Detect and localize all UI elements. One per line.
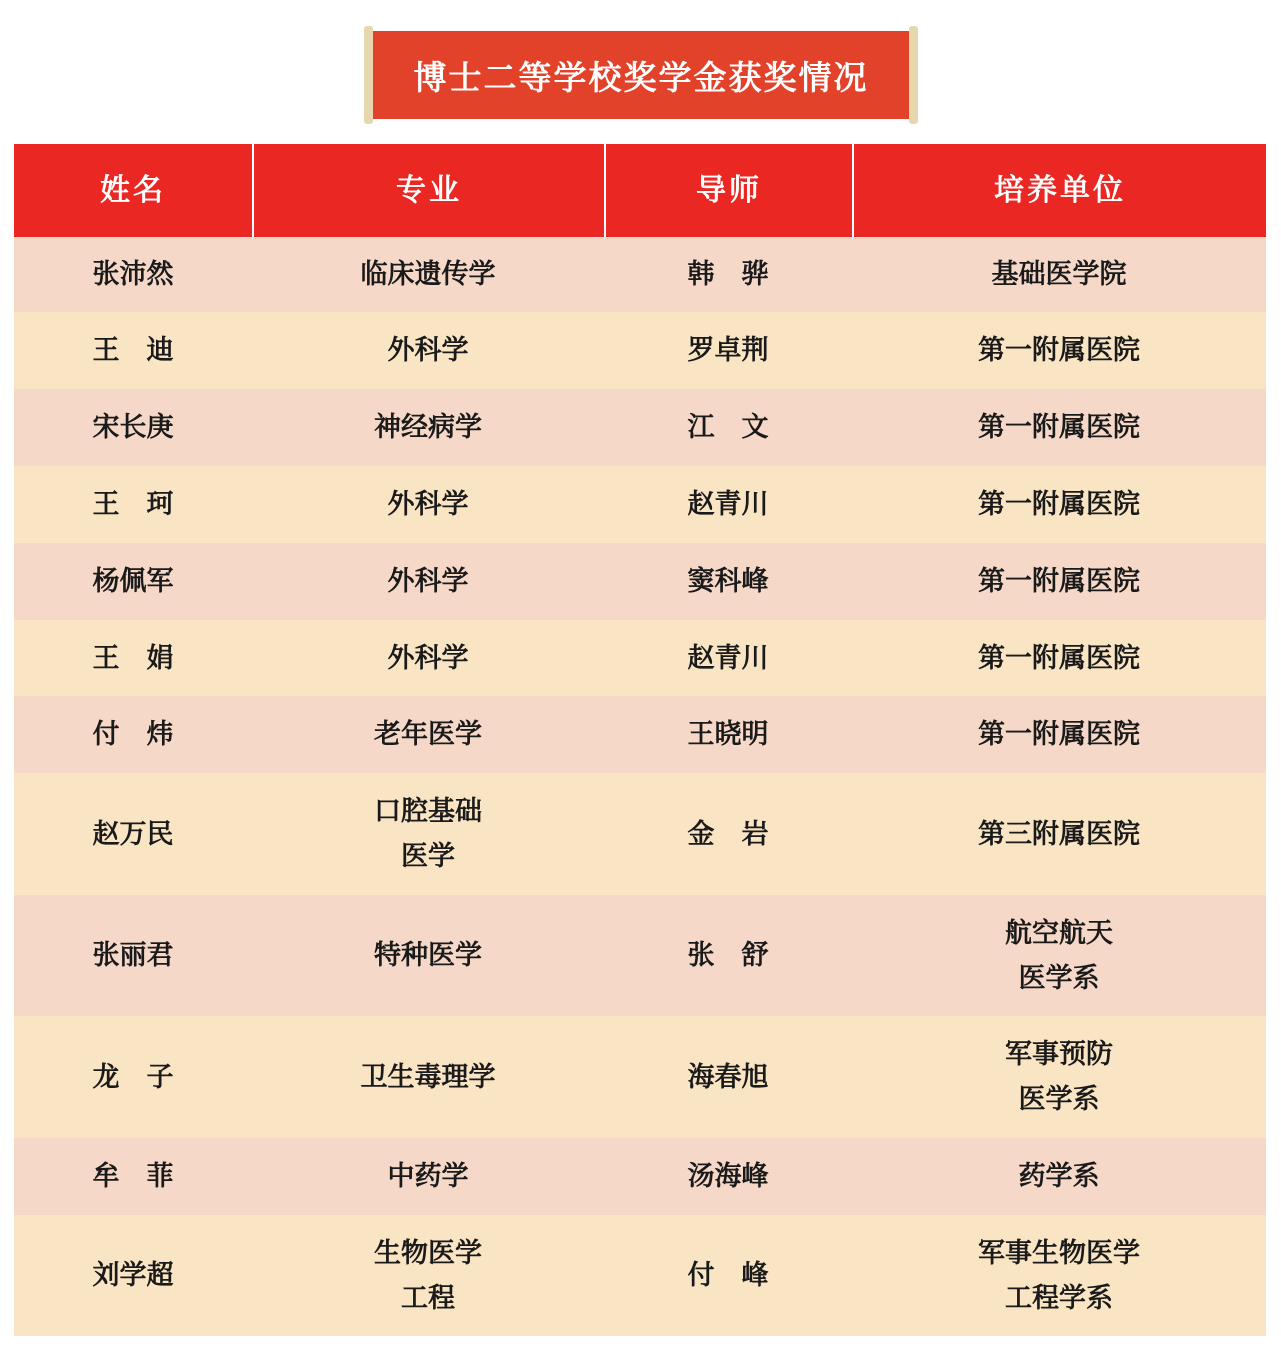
cell-name: 王 娟	[92, 642, 174, 674]
cell-name: 付 炜	[92, 719, 174, 750]
table-row	[14, 543, 1266, 620]
cell-major: 卫生毒理学	[360, 1061, 496, 1093]
table-row	[14, 389, 1266, 466]
cell-unit: 基础医学院	[991, 259, 1127, 290]
table-row	[14, 773, 1266, 895]
cell-advisor: 江 文	[687, 412, 769, 443]
cell-name: 王 珂	[92, 489, 174, 520]
column-header-advisor: 导师	[604, 144, 852, 237]
scholarship-table	[14, 144, 1266, 1336]
cell-major: 口腔基础医学	[373, 796, 482, 872]
cell-name: 赵万民	[92, 818, 174, 850]
cell-major: 外科学	[387, 335, 469, 366]
page-title: 博士二等学校奖学金获奖情况	[413, 57, 869, 97]
cell-unit: 第一附属医院	[978, 642, 1140, 674]
cell-advisor: 张 舒	[687, 940, 769, 971]
cell-major: 临床遗传学	[360, 259, 496, 290]
cell-name: 张沛然	[92, 259, 174, 290]
cell-unit: 航空航天医学系	[1004, 917, 1113, 994]
cell-major: 外科学	[387, 642, 469, 674]
cell-major: 中药学	[387, 1161, 469, 1192]
cell-name: 龙 子	[92, 1061, 174, 1093]
cell-unit: 第一附属医院	[978, 412, 1140, 443]
cell-name: 宋长庚	[92, 412, 174, 443]
cell-advisor: 汤海峰	[687, 1161, 769, 1192]
cell-name: 牟 菲	[92, 1161, 174, 1192]
cell-major: 生物医学工程	[373, 1237, 482, 1314]
cell-unit: 第三附属医院	[978, 818, 1140, 850]
column-header-major: 专业	[252, 144, 604, 237]
table-row	[14, 696, 1266, 773]
table-row	[14, 1138, 1266, 1215]
cell-major: 特种医学	[374, 940, 482, 971]
table-row	[14, 312, 1266, 389]
cell-unit: 第一附属医院	[978, 489, 1140, 520]
cell-unit: 军事预防医学系	[1004, 1039, 1113, 1115]
cell-advisor: 罗卓荆	[687, 335, 769, 366]
table-row	[14, 1215, 1266, 1336]
cell-unit: 第一附属医院	[978, 335, 1140, 366]
cell-name: 王 迪	[92, 335, 174, 366]
title-banner	[364, 26, 918, 124]
cell-advisor: 赵青川	[687, 642, 769, 674]
cell-advisor: 金 岩	[687, 818, 769, 850]
cell-major: 外科学	[387, 566, 469, 597]
cell-major: 神经病学	[374, 412, 482, 443]
banner-rod-left	[364, 26, 373, 124]
table-row	[14, 620, 1266, 696]
cell-advisor: 王晓明	[687, 719, 769, 750]
cell-advisor: 赵青川	[687, 489, 769, 520]
cell-major: 老年医学	[374, 719, 482, 750]
banner-rod-right	[909, 26, 918, 124]
column-header-name: 姓名	[100, 173, 166, 208]
cell-name: 杨佩军	[92, 566, 174, 597]
table-row	[14, 466, 1266, 543]
cell-advisor: 窦科峰	[687, 566, 769, 597]
cell-advisor: 海春旭	[687, 1061, 769, 1093]
table-row	[14, 895, 1266, 1016]
banner-plate	[373, 31, 909, 119]
cell-unit: 药学系	[1018, 1161, 1100, 1192]
column-header-unit: 培养单位	[852, 144, 1266, 237]
cell-name: 刘学超	[92, 1260, 174, 1291]
cell-unit: 第一附属医院	[978, 566, 1140, 597]
table-row	[14, 1016, 1266, 1138]
cell-major: 外科学	[387, 489, 469, 520]
table-row	[14, 237, 1266, 312]
cell-unit: 军事生物医学工程学系	[977, 1237, 1140, 1314]
cell-name: 张丽君	[92, 940, 174, 971]
cell-unit: 第一附属医院	[978, 719, 1140, 750]
cell-advisor: 付 峰	[687, 1260, 769, 1291]
cell-advisor: 韩 骅	[687, 259, 769, 290]
table-header	[14, 144, 1266, 237]
